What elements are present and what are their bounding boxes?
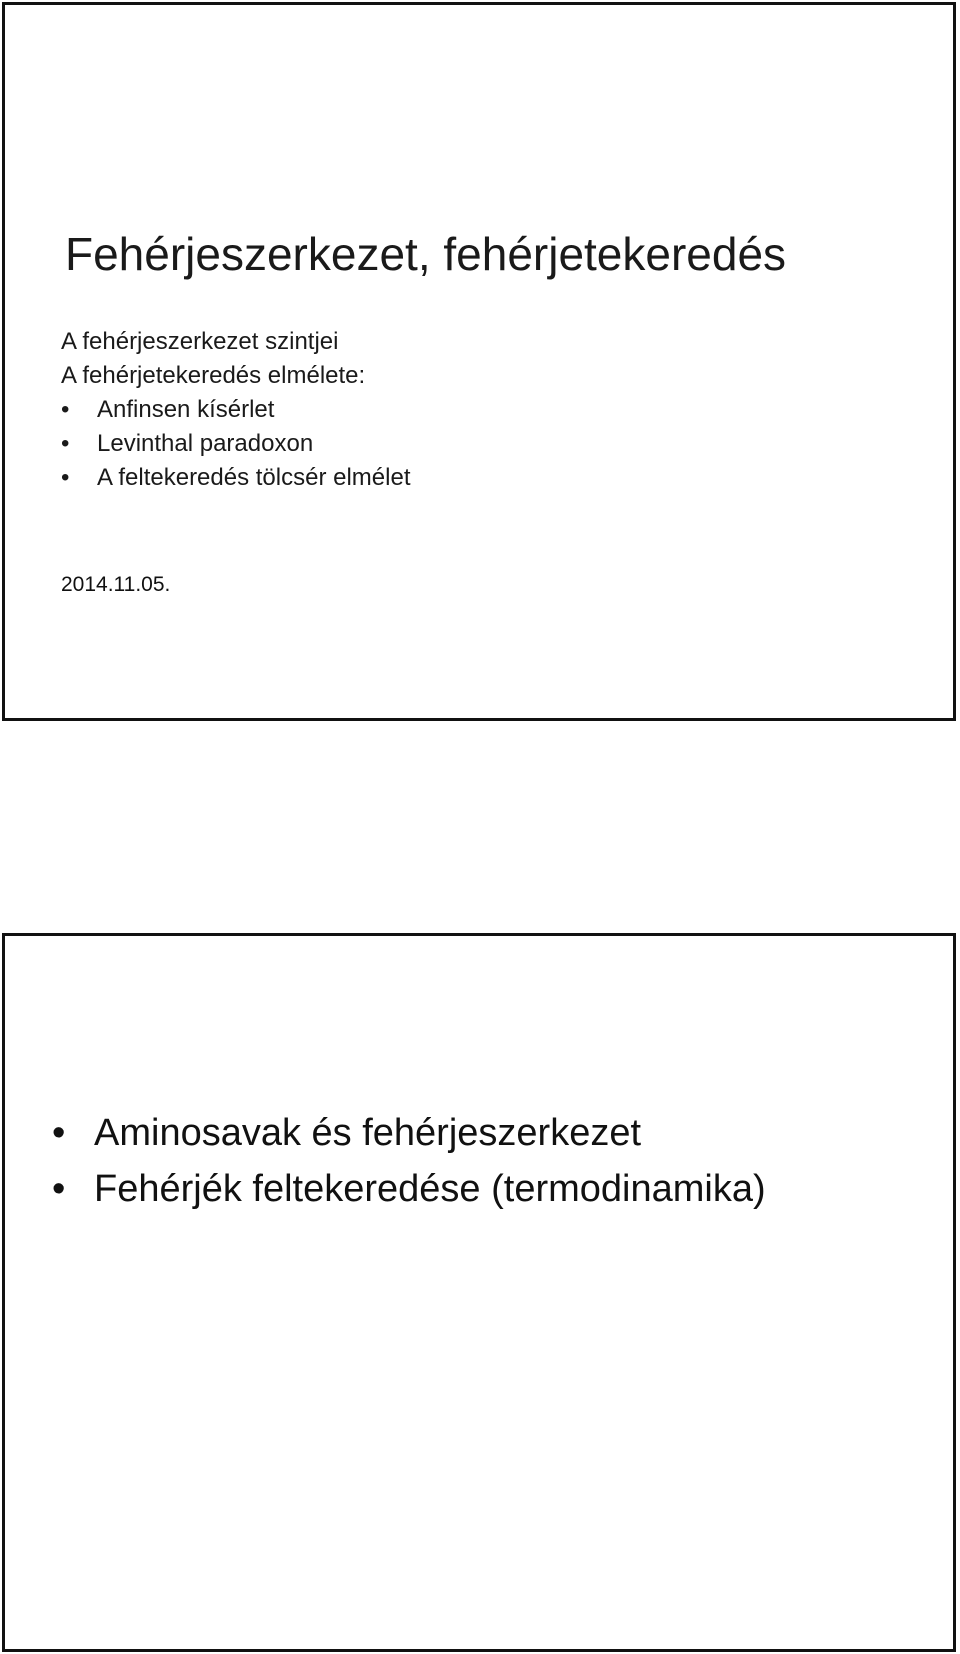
outline-bullet-item: • A feltekeredés tölcsér elmélet <box>61 461 411 495</box>
content-bullet-item: • Aminosavak és fehérjeszerkezet <box>52 1105 766 1161</box>
slide-2-bullet-list <box>52 1105 766 1217</box>
slide-2 <box>2 933 956 1652</box>
outline-line: A fehérjetekeredés elmélete: <box>61 362 366 389</box>
content-bullet-item: • Fehérjék feltekeredése (termodinamika) <box>52 1161 766 1217</box>
outline-bullet-item: • Levinthal paradoxon <box>61 427 411 461</box>
slide-1 <box>2 2 956 721</box>
outline-line: A fehérjeszerkezet szintjei <box>61 328 339 355</box>
slide-title: Fehérjeszerkezet, fehérjetekeredés <box>65 228 787 280</box>
slide-date: 2014.11.05. <box>61 573 171 596</box>
slide-1-outline <box>61 325 411 495</box>
outline-bullet-item: • Anfinsen kísérlet <box>61 393 411 427</box>
